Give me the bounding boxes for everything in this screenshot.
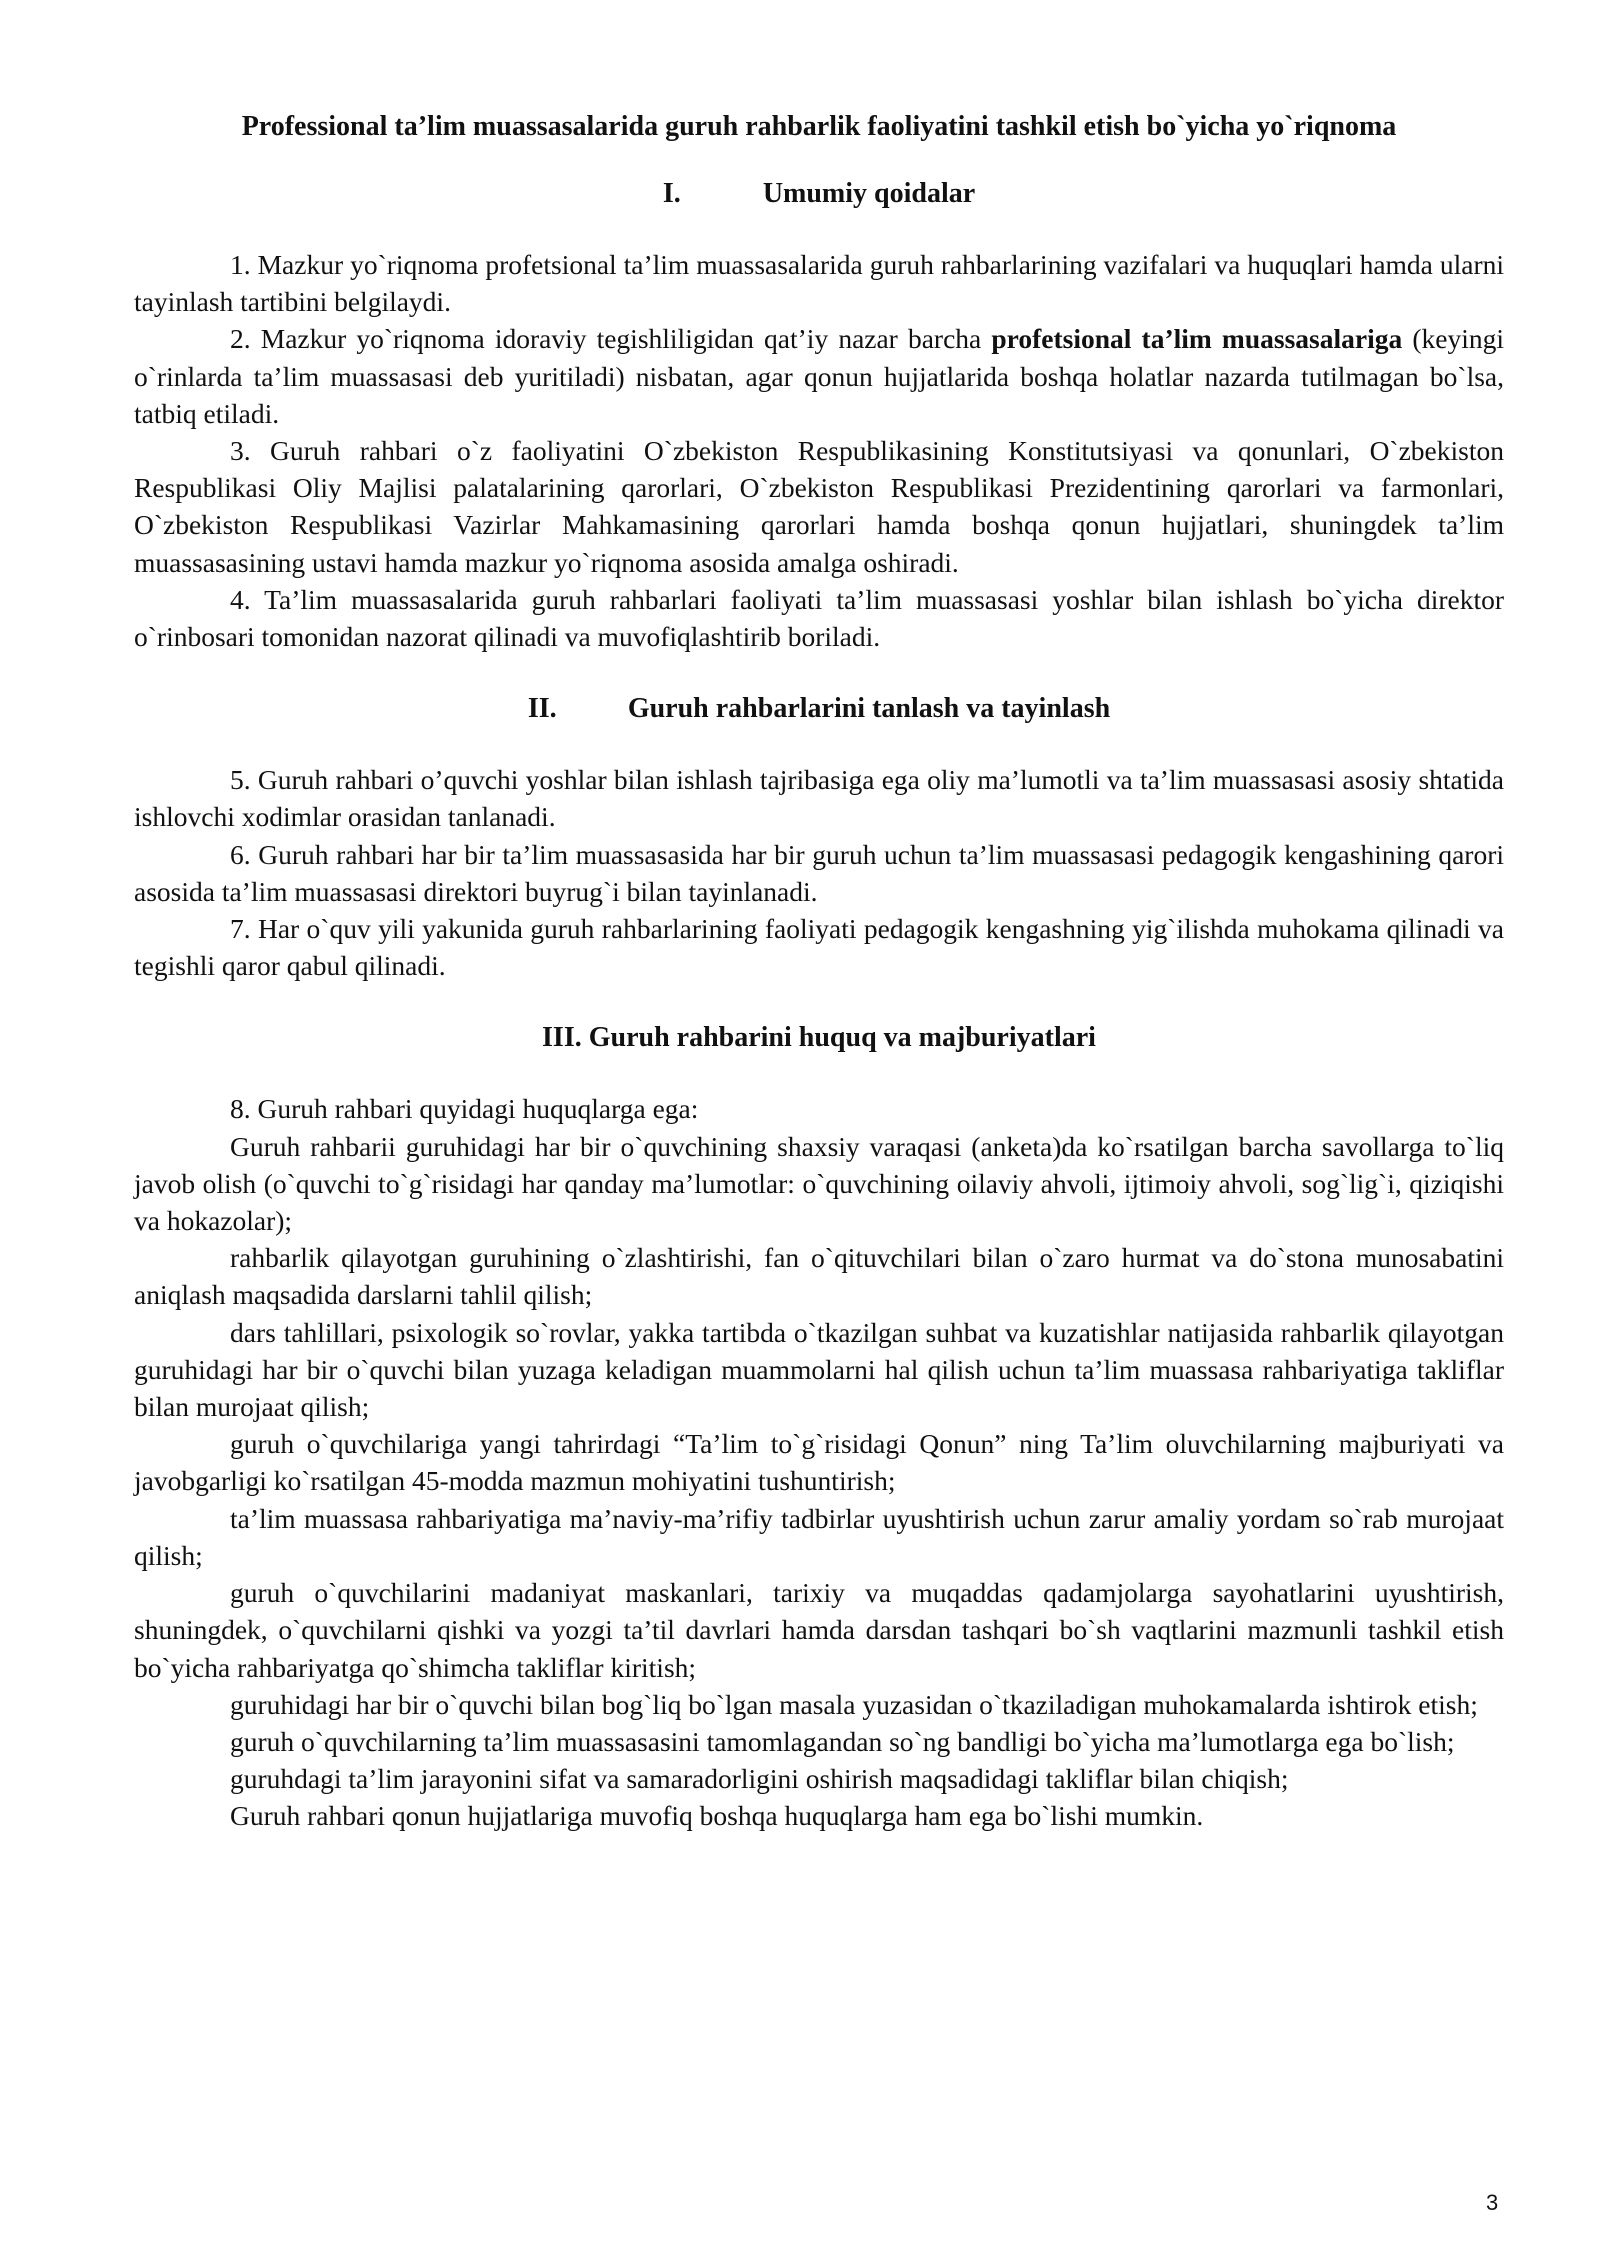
section-heading-3: III. Guruh rahbarini huquq va majburiyatlari (542, 1022, 1096, 1054)
document-title: Professional ta’lim muassasalarida guruh rahbarlik faoliyatini tashkil etish bo`yicha yo`riqnoma (241, 111, 1397, 142)
list-item: guruhdagi ta’lim jarayonini sifat va samaradorligini oshirish maqsadidagi takliflar bilan chiqish; (230, 1763, 1289, 1795)
paragraph-3: 3. Guruh rahbari o`z faoliyatini O`zbekiston Respublikasining Konstitutsiyasi va qonunlari, O`zbekiston Respublikasi Oliy Majlisi palatalarining qarorlari, O`zbekiston Respublikasi Prezidentining qarorlari va farmonlari, O`zbekiston Respublikasi Vazirlar Mahkamasining qarorlari hamda boshqa qonun hujjatlari, shuningdek ta’lim muassasasining ustavi hamda mazkur yo`riqnoma asosida amalga oshiradi. (134, 435, 1504, 578)
paragraph-5: 5. Guruh rahbari o’quvchi yoshlar bilan ishlash tajribasiga ega oliy ma’lumotli va ta’lim muassasasi asosiy shtatida ishlovchi xodimlar orasidan tanlanadi. (134, 764, 1504, 833)
list-item: dars tahlillari, psixologik so`rovlar, yakka tartibda o`tkazilgan suhbat va kuzatishlar natijasida rahbarlik qilayotgan guruhidagi har bir o`quvchi bilan yuzaga keladigan muammolarni hal qilish uchun ta’lim muassasa rahbariyatiga takliflar bilan murojaat qilish; (134, 1316, 1504, 1423)
paragraph-2-start: 2. Mazkur yo`riqnoma idoraviy tegishliligidan qat’iy nazar barcha (230, 323, 992, 355)
paragraph-8: 8. Guruh rahbari quyidagi huquqlarga ega: (230, 1093, 699, 1125)
paragraph-4: 4. Ta’lim muassasalarida guruh rahbarlari faoliyati ta’lim muassasasi yoshlar bilan ishlash bo`yicha direktor o`rinbosari tomonidan nazorat qilinadi va muvofiqlashtirib boriladi. (134, 583, 1504, 653)
list-item: ta’lim muassasa rahbariyatiga ma’naviy-ma’rifiy tadbirlar uyushtirish uchun zarur amaliy yordam so`rab murojaat qilish; (134, 1502, 1504, 1571)
paragraph-2 (134, 320, 1504, 432)
section-title: Umumiy qoidalar (762, 178, 976, 209)
paragraph-2-emphasis: profetsional ta’lim muassasalariga (991, 323, 1403, 355)
paragraph-6: 6. Guruh rahbari har bir ta’lim muassasasida har bir guruh uchun ta’lim muassasasi pedagogik kengashining qarori asosida ta’lim muassasasi direktori buyrug`i bilan tayinlanadi. (134, 838, 1504, 907)
section-number: II. (527, 693, 557, 725)
document-body (134, 108, 1504, 1835)
paragraph-7: 7. Har o`quv yili yakunida guruh rahbarlarining faoliyati pedagogik kengashning yig`ilishda muhokama qilinadi va tegishli qaror qabul qilinadi. (134, 913, 1504, 982)
list-item: guruh o`quvchilarning ta’lim muassasasini tamomlagandan so`ng bandligi bo`yicha ma’lumotlarga ega bo`lish; (230, 1725, 1455, 1757)
list-item: Guruh rahbarii guruhidagi har bir o`quvchining shaxsiy varaqasi (anketa)da ko`rsatilgan barcha savollarga to`liq javob olish (o`quvchi to`g`risidagi har qanday ma’lumotlar: o`quvchining oilaviy ahvoli, ijtimoiy ahvoli, sog`lig`i, qiziqishi va hokazolar); (134, 1130, 1504, 1237)
paragraph-1: 1. Mazkur yo`riqnoma profetsional ta’lim muassasalarida guruh rahbarlarining vazifalari va huquqlari hamda ularni tayinlash tartibini belgilaydi. (134, 249, 1504, 318)
list-item: guruhidagi har bir o`quvchi bilan bog`liq bo`lgan masala yuzasidan o`tkaziladigan muhokamalarda ishtirok etish; (230, 1688, 1478, 1720)
list-item: rahbarlik qilayotgan guruhining o`zlashtirishi, fan o`qituvchilari bilan o`zaro hurmat va do`stona munosabatini aniqlash maqsadida darslarni tahlil qilish; (134, 1242, 1504, 1311)
list-item: guruh o`quvchilariga yangi tahrirdagi “Ta’lim to`g`risidagi Qonun” ning Ta’lim oluvchilarning majburiyati va javobgarligi ko`rsatilgan 45-modda mazmun mohiyatini tushuntirish; (134, 1428, 1504, 1497)
page-number: 3 (1486, 2190, 1499, 2215)
section-number: I. (662, 178, 681, 209)
paragraph-2-end: (keyingi o`rinlarda ta’lim muassasasi deb yuritiladi) nisbatan, agar qonun hujjatlarida boshqa holatlar nazarda tutilmagan bo`lsa, tatbiq etiladi. (134, 323, 1504, 429)
section-heading-1 (134, 175, 1504, 212)
section-heading-2 (134, 690, 1504, 727)
list-item: Guruh rahbari qonun hujjatlariga muvofiq boshqa huquqlarga ham ega bo`lishi mumkin. (230, 1800, 1204, 1832)
section-title: Guruh rahbarlarini tanlash va tayinlash (627, 693, 1111, 725)
list-item: guruh o`quvchilarini madaniyat maskanlari, tarixiy va muqaddas qadamjolarga sayohatlarini uyushtirish, shuningdek, o`quvchilarni qishki va yozgi ta’til davrlari hamda darsdan tashqari bo`sh vaqtlarini mazmunli tashkil etish bo`yicha rahbariyatga qo`shimcha takliflar kiritish; (134, 1577, 1504, 1683)
